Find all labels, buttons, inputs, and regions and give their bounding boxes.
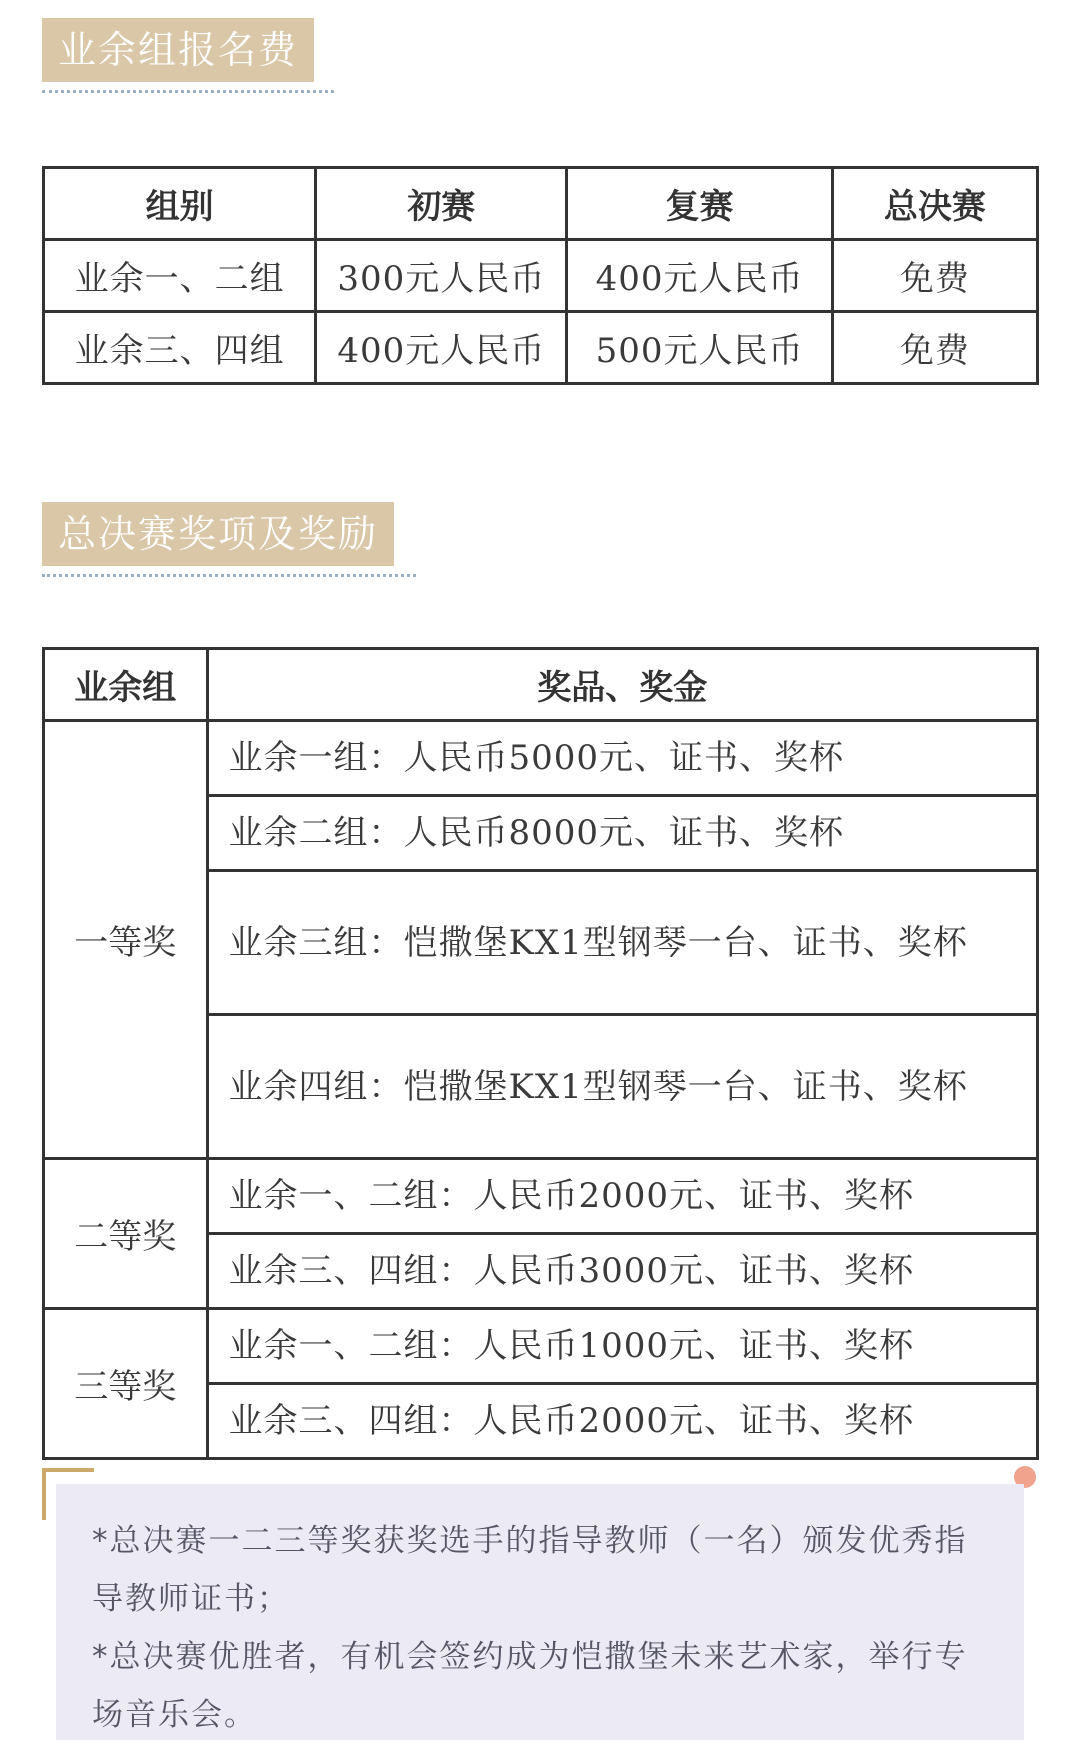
header-group: 组别 bbox=[44, 168, 316, 240]
prize-item: 业余三组：恺撒堡KX1型钢琴一台、证书、奖杯 bbox=[207, 871, 1037, 1015]
note-line-artist: *总决赛优胜者，有机会签约成为恺撒堡未来艺术家，举行专场音乐会。 bbox=[92, 1639, 968, 1733]
table-row bbox=[44, 1309, 1038, 1384]
prize-item: 业余三、四组：人民币3000元、证书、奖杯 bbox=[207, 1234, 1037, 1309]
prize-item: 业余一组：人民币5000元、证书、奖杯 bbox=[207, 721, 1037, 796]
table-row bbox=[44, 240, 1038, 312]
table-header-row bbox=[44, 649, 1038, 721]
section-title-underline bbox=[42, 90, 334, 93]
corner-accent-vertical bbox=[42, 1468, 46, 1520]
cell-group: 业余三、四组 bbox=[44, 312, 316, 384]
first-prize-label: 一等奖 bbox=[44, 721, 208, 1159]
second-prize-label: 二等奖 bbox=[44, 1159, 208, 1309]
cell-semifinal-fee: 500元人民币 bbox=[567, 312, 832, 384]
prize-table bbox=[42, 647, 1039, 1460]
cell-final-fee: 免费 bbox=[832, 240, 1037, 312]
note-line-teacher: *总决赛一二三等奖获奖选手的指导教师（一名）颁发优秀指导教师证书； bbox=[92, 1523, 968, 1617]
prize-item: 业余一、二组：人民币2000元、证书、奖杯 bbox=[207, 1159, 1037, 1234]
table-row bbox=[44, 721, 1038, 796]
cell-semifinal-fee: 400元人民币 bbox=[567, 240, 832, 312]
section-title-underline bbox=[42, 574, 416, 577]
table-row bbox=[44, 312, 1038, 384]
header-preliminary: 初赛 bbox=[316, 168, 567, 240]
header-semifinal: 复赛 bbox=[567, 168, 832, 240]
cell-group: 业余一、二组 bbox=[44, 240, 316, 312]
cell-final-fee: 免费 bbox=[832, 312, 1037, 384]
header-amateur-group: 业余组 bbox=[44, 649, 208, 721]
table-header-row bbox=[44, 168, 1038, 240]
cell-preliminary-fee: 300元人民币 bbox=[316, 240, 567, 312]
prize-item: 业余四组：恺撒堡KX1型钢琴一台、证书、奖杯 bbox=[207, 1015, 1037, 1159]
prize-item: 业余一、二组：人民币1000元、证书、奖杯 bbox=[207, 1309, 1037, 1384]
section-title-awards: 总决赛奖项及奖励 bbox=[42, 502, 394, 566]
notes-box bbox=[56, 1484, 1024, 1740]
third-prize-label: 三等奖 bbox=[44, 1309, 208, 1459]
header-final: 总决赛 bbox=[832, 168, 1037, 240]
table-row bbox=[44, 1159, 1038, 1234]
section-title-fee: 业余组报名费 bbox=[42, 18, 314, 82]
cell-preliminary-fee: 400元人民币 bbox=[316, 312, 567, 384]
prize-item: 业余三、四组：人民币2000元、证书、奖杯 bbox=[207, 1384, 1037, 1459]
fee-table bbox=[42, 166, 1039, 385]
header-prizes: 奖品、奖金 bbox=[207, 649, 1037, 721]
prize-item: 业余二组：人民币8000元、证书、奖杯 bbox=[207, 796, 1037, 871]
corner-accent-horizontal bbox=[42, 1468, 94, 1472]
